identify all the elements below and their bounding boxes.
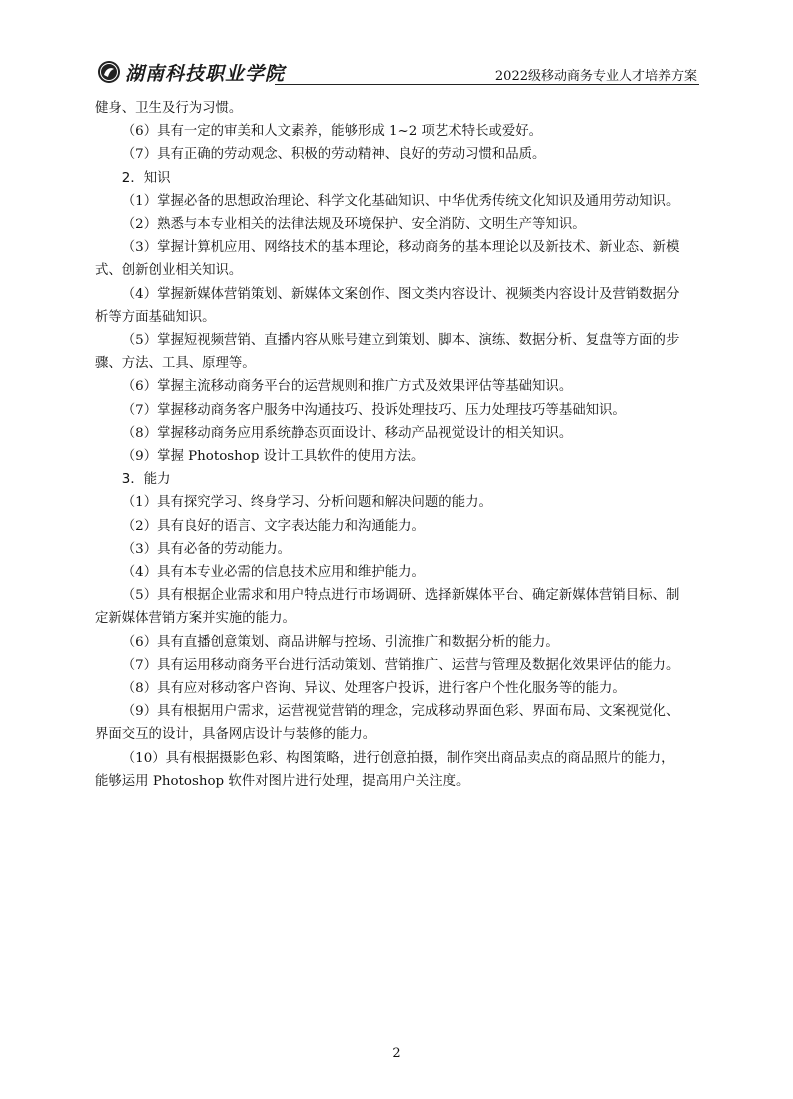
body-line: 析等方面基础知识。 [95,309,216,325]
school-name: 湖南科技职业学院 [125,63,286,85]
body-line: （1）掌握必备的思想政治理论、科学文化基础知识、中华优秀传统文化知识及通用劳动知识。 [121,193,680,209]
body-line: （2）熟悉与本专业相关的法律法规及环境保护、安全消防、文明生产等知识。 [121,217,586,233]
body-line: （7）具有正确的劳动观念、积极的劳动精神、良好的劳动习惯和品质。 [121,147,546,163]
document-body [95,97,700,793]
page-header [97,58,699,88]
body-line: （6）掌握主流移动商务平台的运营规则和推广方式及效果评估等基础知识。 [121,379,573,395]
body-line: 骤、方法、工具、原理等。 [95,356,256,372]
body-line: （4）掌握新媒体营销策划、新媒体文案创作、图文类内容设计、视频类内容设计及营销数据分 [121,286,680,302]
school-logo-icon [97,60,121,84]
body-line: 能够运用 Photoshop 软件对图片进行处理，提高用户关注度。 [95,773,470,789]
body-line: （9）掌握 Photoshop 设计工具软件的使用方法。 [121,449,425,465]
body-line: （2）具有良好的语言、文字表达能力和沟通能力。 [121,518,425,534]
body-line: 定新媒体营销方案并实施的能力。 [95,611,296,627]
section-heading: 2．知识 [121,170,171,186]
document-title: 2022级移动商务专业人才培养方案 [494,69,697,84]
body-line: （5）掌握短视频营销、直播内容从账号建立到策划、脚本、演练、数据分析、复盘等方面的步 [121,333,680,349]
body-line: （3）具有必备的劳动能力。 [121,541,292,557]
body-line: （1）具有探究学习、终身学习、分析问题和解决问题的能力。 [121,495,492,511]
body-line: （5）具有根据企业需求和用户特点进行市场调研、选择新媒体平台、确定新媒体营销目标、制 [121,588,680,604]
body-line: （10）具有根据摄影色彩、构图策略，进行创意拍摄，制作突出商品卖点的商品照片的能力， [121,750,675,766]
body-line: （4）具有本专业必需的信息技术应用和维护能力。 [121,565,425,581]
section-heading: 3．能力 [121,472,171,488]
body-line: （3）掌握计算机应用、网络技术的基本理论，移动商务的基本理论以及新技术、新业态、新模 [121,240,680,256]
body-line: （7）掌握移动商务客户服务中沟通技巧、投诉处理技巧、压力处理技巧等基础知识。 [121,402,626,418]
body-line: （6）具有一定的审美和人文素养，能够形成 1~2 项艺术特长或爱好。 [121,124,543,140]
body-line: 式、创新创业相关知识。 [95,263,243,279]
body-line: （8）掌握移动商务应用系统静态页面设计、移动产品视觉设计的相关知识。 [121,425,573,441]
body-line: 界面交互的设计，具备网店设计与装修的能力。 [95,727,377,743]
header-rule [275,84,699,85]
body-line: （9）具有根据用户需求，运营视觉营销的理念，完成移动界面色彩、界面布局、文案视觉化、 [121,704,680,720]
body-line: （8）具有应对移动客户咨询、异议、处理客户投诉，进行客户个性化服务等的能力。 [121,681,626,697]
body-line: （7）具有运用移动商务平台进行活动策划、营销推广、运营与管理及数据化效果评估的能力。 [121,657,680,673]
page-number: 2 [392,1046,401,1061]
body-line: （6）具有直播创意策划、商品讲解与控场、引流推广和数据分析的能力。 [121,634,559,650]
body-line: 健身、卫生及行为习惯。 [95,101,243,116]
